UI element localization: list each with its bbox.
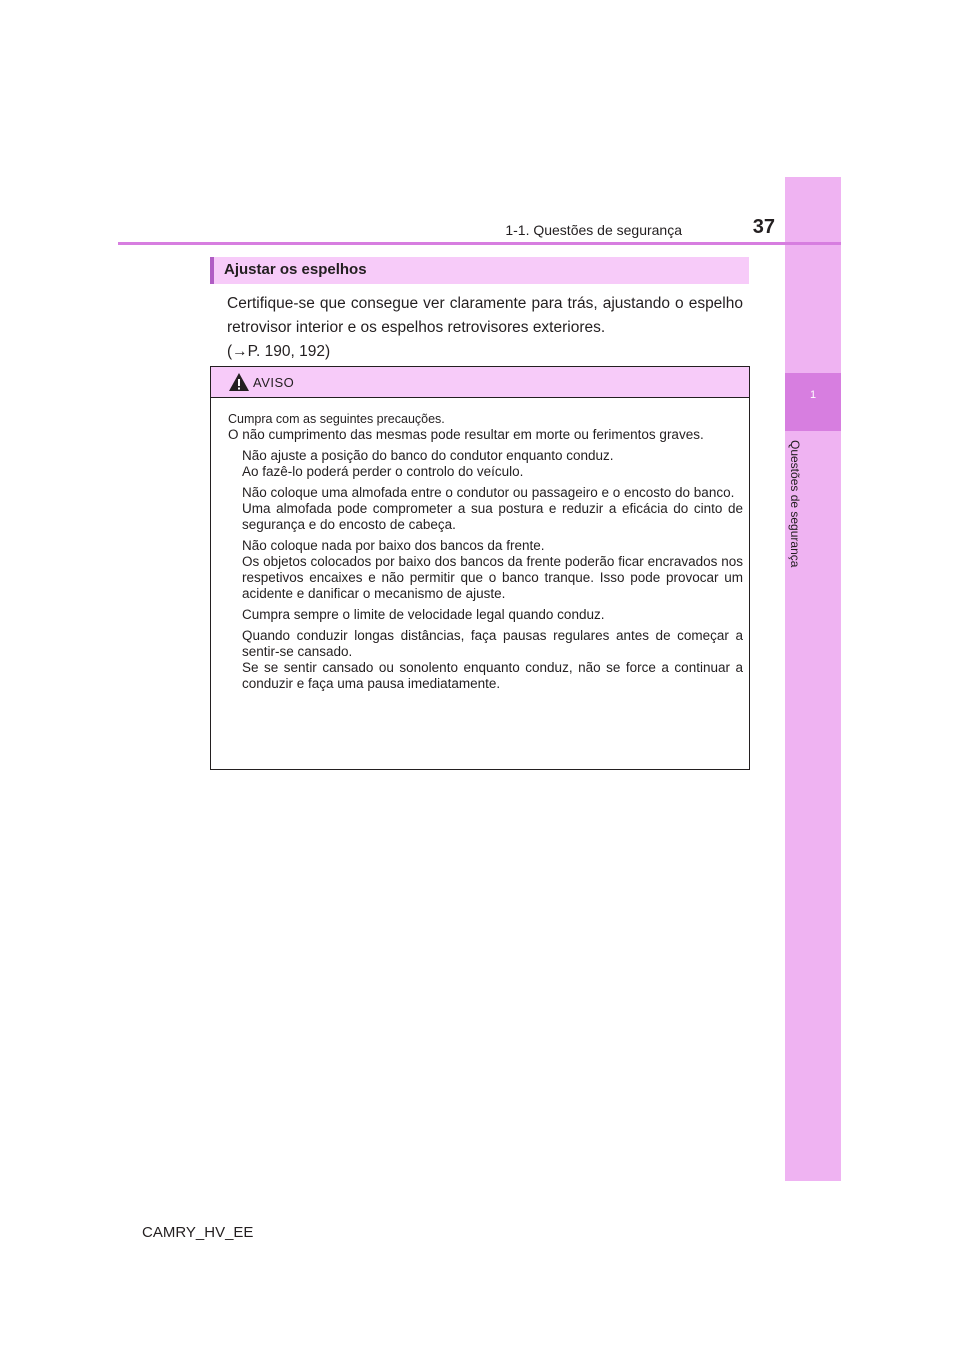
warning-body [228,411,743,697]
page-reference: (→P. 190, 192) [227,343,331,360]
section-heading: Ajustar os espelhos [210,257,749,284]
chapter-side-tab-active [785,373,841,431]
warning-item [242,448,743,480]
warning-intro: O não cumprimento das mesmas pode resultar em morte ou ferimentos graves. [228,427,704,442]
page-number: 37 [752,216,775,238]
warning-item [242,607,743,623]
chapter-number: 1 [809,389,817,401]
warning-item-line: Não coloque uma almofada entre o condutor ou passageiro e o encosto do banco. [242,485,735,500]
warning-item [242,485,743,533]
warning-item-line: Se se sentir cansado ou sonolento enquanto conduz, não se force a continuar a conduzir e faça uma pausa imediatamente. [242,660,743,691]
body-paragraph [227,292,743,364]
warning-item-line: Cumpra sempre o limite de velocidade legal quando conduz. [242,607,605,622]
footer-model-code: CAMRY_HV_EE [142,1224,254,1241]
warning-item [242,538,743,602]
header-section-title: 1-1. Questões de segurança [505,222,682,238]
warning-item-line: Os objetos colocados por baixo dos bancos da frente poderão ficar encravados nos respetivos encaixes e não permitir que o banco tranque. Isso pode provocar um acidente e danificar o mecanismo de ajuste. [242,554,743,601]
header-rule [118,242,841,245]
chapter-side-tab [785,177,841,1181]
warning-item-line: Uma almofada pode comprometer a sua postura e reduzir a eficácia do cinto de segurança e do encosto de cabeça. [242,501,743,532]
chapter-label: Questões de segurança [788,440,802,568]
warning-header [211,367,749,398]
warning-item [242,628,743,692]
warning-triangle-icon [228,372,250,392]
warning-box [210,366,750,770]
warning-list [228,448,743,692]
warning-intro-small: Cumpra com as seguintes precauções. [228,412,445,426]
warning-item-line: Não coloque nada por baixo dos bancos da frente. [242,538,545,553]
warning-item-line: Quando conduzir longas distâncias, faça pausas regulares antes de começar a sentir-se cansado. [242,628,743,659]
warning-item-line: Não ajuste a posição do banco do condutor enquanto conduz. [242,448,614,463]
warning-title: AVISO [253,375,295,390]
body-text: Certifique-se que consegue ver claramente para trás, ajustando o espelho retrovisor interior e os espelhos retrovisores exteriores. [227,295,743,336]
warning-item-line: Ao fazê-lo poderá perder o controlo do veículo. [242,464,524,479]
